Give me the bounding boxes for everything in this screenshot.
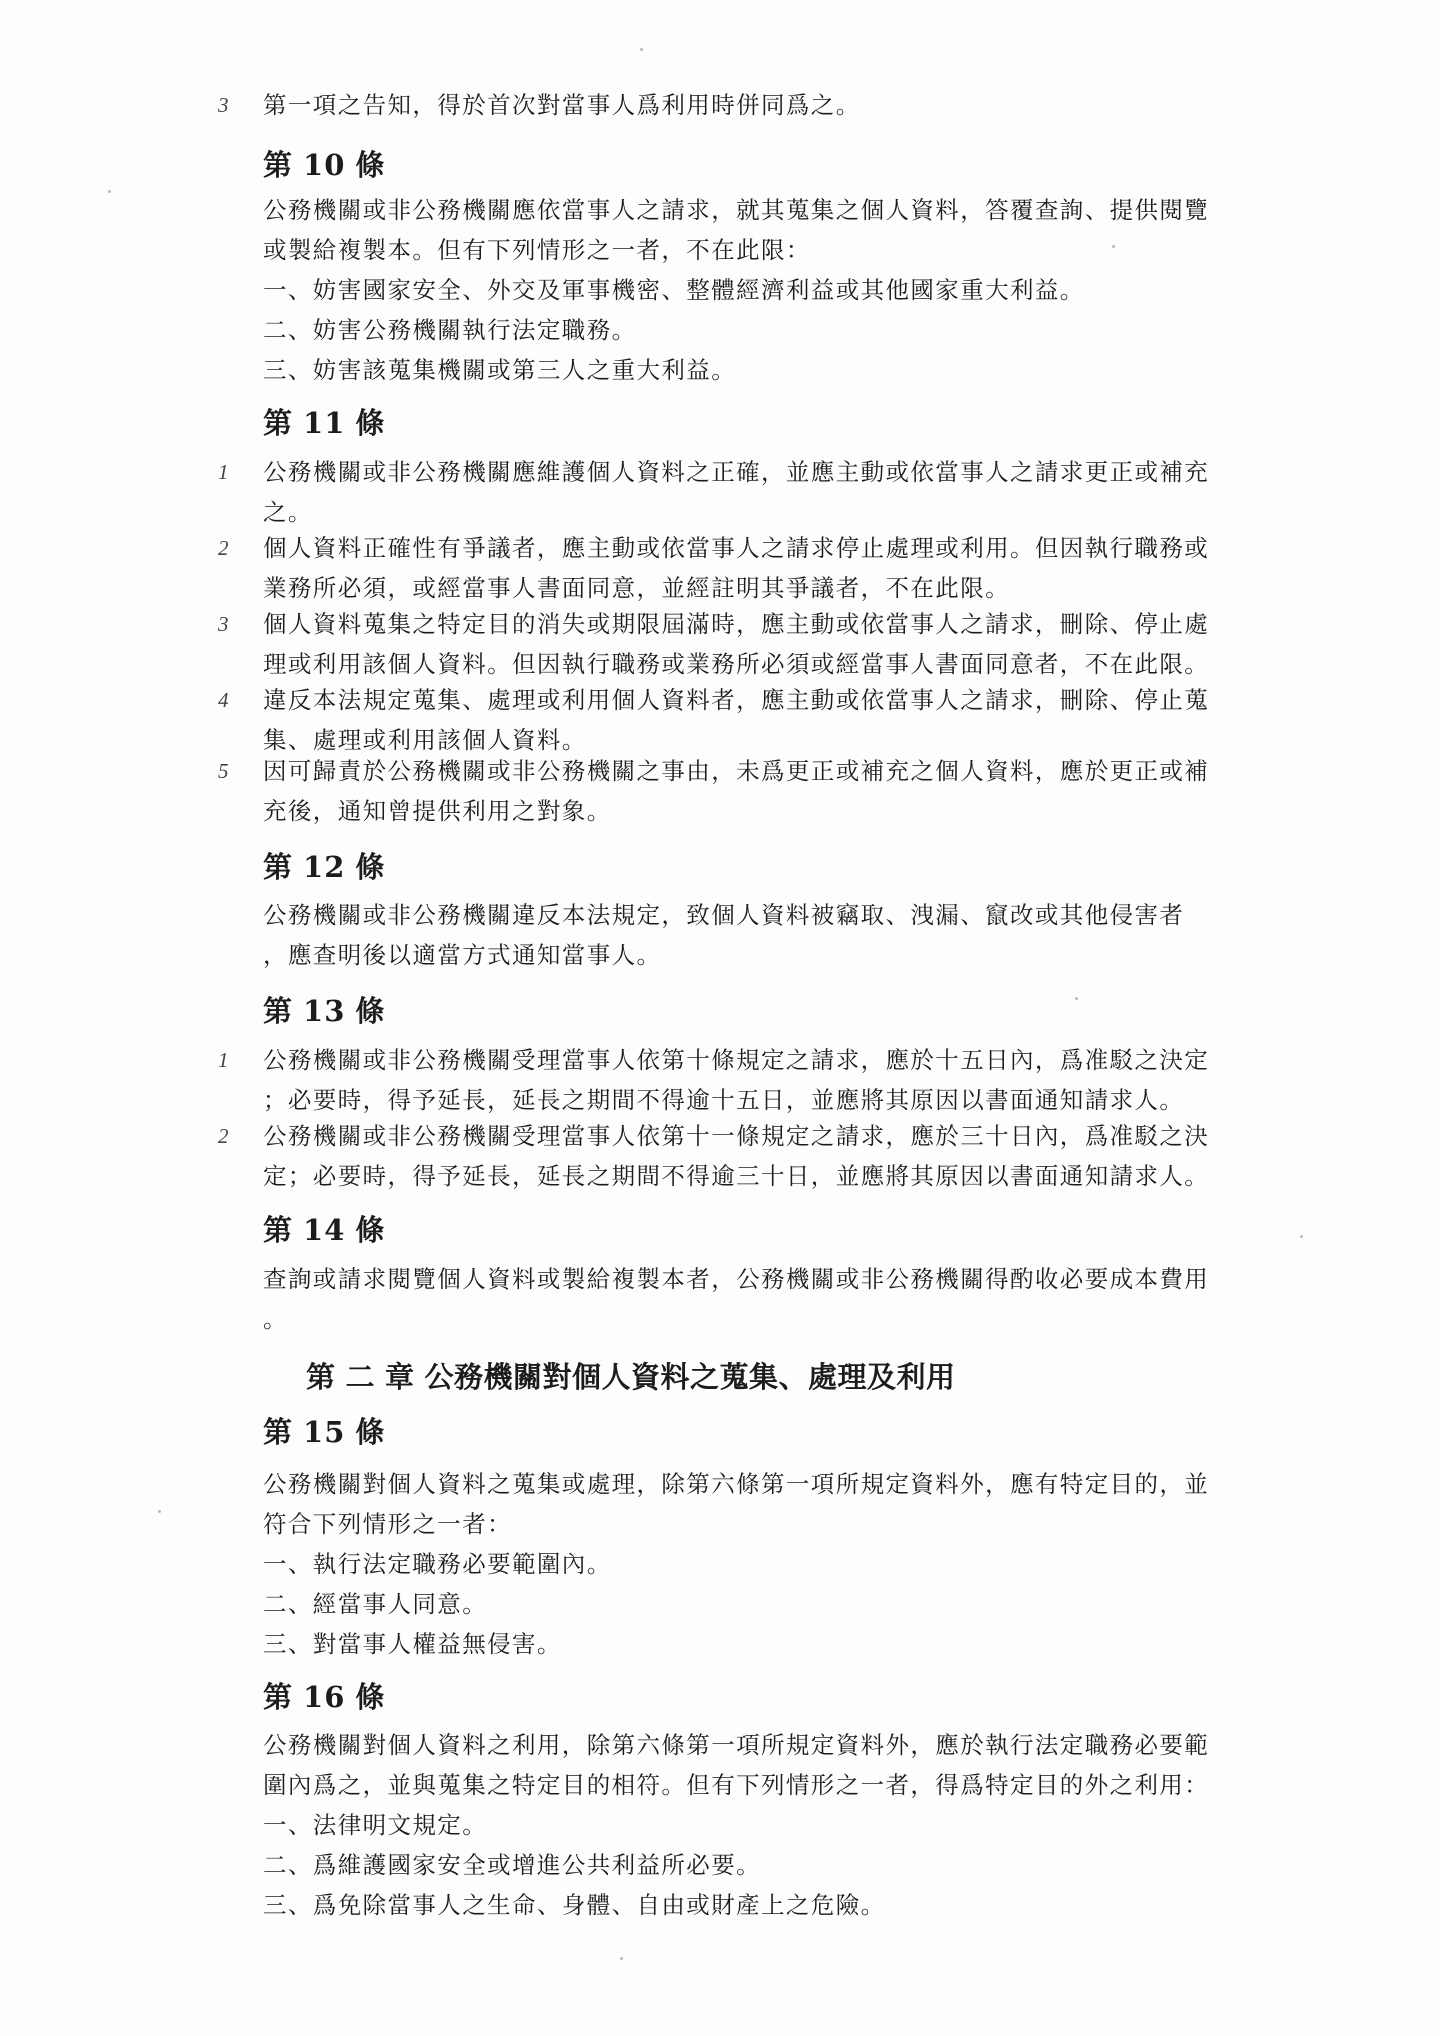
paragraph-line: 公務機關或非公務機關受理當事人依第十條規定之請求，應於十五日內，爲准駁之決定 [263, 1046, 1210, 1074]
article-prefix: 第 [263, 1415, 294, 1449]
body-line: 公務機關或非公務機關應依當事人之請求，就其蒐集之個人資料，答覆查詢、提供閱覽 [263, 196, 1210, 224]
paragraph [263, 85, 861, 125]
article-16-body [263, 1725, 1209, 1925]
paragraph [263, 680, 1209, 760]
article-12-heading [263, 847, 385, 887]
article-14-body [263, 1259, 1209, 1339]
article-prefix: 第 [263, 1680, 294, 1714]
article-prefix: 第 [263, 1213, 294, 1247]
scan-speck [1075, 997, 1078, 1000]
article-11-heading [263, 403, 385, 443]
body-line: 公務機關對個人資料之利用，除第六條第一項所規定資料外，應於執行法定職務必要範 [263, 1731, 1210, 1759]
paragraph [263, 1116, 1209, 1196]
body-line: 三、爲免除當事人之生命、身體、自由或財產上之危險。 [263, 1891, 886, 1919]
scan-speck [640, 48, 643, 51]
article-14-heading [263, 1210, 385, 1250]
body-line: 二、爲維護國家安全或增進公共利益所必要。 [263, 1851, 761, 1879]
article-prefix: 第 [263, 148, 294, 182]
scan-speck [1300, 1235, 1303, 1238]
paragraph-line: 業務所必須，或經當事人書面同意，並經註明其爭議者，不在此限。 [263, 574, 1010, 602]
article-10-heading [263, 145, 385, 185]
paragraph-line: 公務機關或非公務機關應維護個人資料之正確，並應主動或依當事人之請求更正或補充 [263, 458, 1210, 486]
body-line: 。 [263, 1305, 288, 1333]
scan-speck [620, 1957, 623, 1960]
paragraph-line: ；必要時，得予延長，延長之期間不得逾十五日，並應將其原因以書面通知請求人。 [263, 1086, 1185, 1114]
article-suffix: 條 [355, 1680, 386, 1714]
body-line: 一、妨害國家安全、外交及軍事機密、整體經濟利益或其他國家重大利益。 [263, 276, 1085, 304]
paragraph [263, 1040, 1209, 1120]
paragraph-line: 個人資料蒐集之特定目的消失或期限屆滿時，應主動或依當事人之請求，刪除、停止處 [263, 610, 1210, 638]
chapter-heading [306, 1357, 966, 1397]
paragraph-line: 之。 [263, 498, 313, 526]
article-15-heading [263, 1412, 385, 1452]
body-line: 三、對當事人權益無侵害。 [263, 1630, 562, 1658]
chapter-title: 公務機關對個人資料之蒐集、處理及利用 [424, 1360, 956, 1394]
article-number: 13 [303, 994, 346, 1028]
article-prefix: 第 [263, 850, 294, 884]
article-suffix: 條 [355, 1415, 386, 1449]
body-line: 一、執行法定職務必要範圍內。 [263, 1550, 612, 1578]
paragraph-line: 理或利用該個人資料。但因執行職務或業務所必須或經當事人書面同意者，不在此限。 [263, 650, 1210, 678]
paragraph-number: 1 [218, 1048, 229, 1072]
article-number: 15 [303, 1415, 346, 1449]
paragraph-line: 集、處理或利用該個人資料。 [263, 726, 587, 754]
article-13-heading [263, 991, 385, 1031]
paragraph-line: 違反本法規定蒐集、處理或利用個人資料者，應主動或依當事人之請求，刪除、停止蒐 [263, 686, 1210, 714]
article-suffix: 條 [355, 994, 386, 1028]
chapter-word: 第 [306, 1360, 336, 1394]
article-suffix: 條 [355, 850, 386, 884]
paragraph-line: 充後，通知曾提供利用之對象。 [263, 797, 612, 825]
article-16-heading [263, 1677, 385, 1717]
paragraph-number: 5 [218, 759, 229, 783]
paragraph-line: 個人資料正確性有爭議者，應主動或依當事人之請求停止處理或利用。但因執行職務或 [263, 534, 1210, 562]
scan-speck [1112, 245, 1115, 248]
paragraph-line: 第一項之告知，得於首次對當事人爲利用時併同爲之。 [263, 91, 861, 119]
chapter-number: 二 [345, 1360, 376, 1394]
body-line: 二、經當事人同意。 [263, 1590, 488, 1618]
paragraph [263, 452, 1209, 532]
article-12-body [263, 895, 1184, 975]
body-line: 一、法律明文規定。 [263, 1811, 488, 1839]
article-suffix: 條 [355, 406, 386, 440]
body-line: 公務機關或非公務機關違反本法規定，致個人資料被竊取、洩漏、竄改或其他侵害者 [263, 901, 1185, 929]
article-suffix: 條 [355, 148, 386, 182]
paragraph [263, 528, 1209, 608]
scan-speck [108, 190, 111, 193]
paragraph-number: 3 [218, 612, 229, 636]
paragraph-number: 3 [218, 93, 229, 117]
body-line: 公務機關對個人資料之蒐集或處理，除第六條第一項所規定資料外，應有特定目的，並 [263, 1470, 1210, 1498]
chapter-word: 章 [385, 1360, 415, 1394]
paragraph-line: 公務機關或非公務機關受理當事人依第十一條規定之請求，應於三十日內，爲准駁之決 [263, 1122, 1210, 1150]
body-line: ，應查明後以適當方式通知當事人。 [263, 941, 662, 969]
article-10-body [263, 190, 1209, 390]
paragraph-number: 1 [218, 460, 229, 484]
article-number: 16 [303, 1680, 346, 1714]
paragraph-number: 2 [218, 536, 229, 560]
paragraph-line: 定；必要時，得予延長，延長之期間不得逾三十日，並應將其原因以書面通知請求人。 [263, 1162, 1210, 1190]
body-line: 或製給複製本。但有下列情形之一者，不在此限： [263, 236, 811, 264]
article-suffix: 條 [355, 1213, 386, 1247]
article-prefix: 第 [263, 994, 294, 1028]
paragraph-number: 4 [218, 688, 229, 712]
body-line: 查詢或請求閱覽個人資料或製給複製本者，公務機關或非公務機關得酌收必要成本費用 [263, 1265, 1210, 1293]
article-number: 11 [303, 406, 346, 440]
paragraph [263, 604, 1209, 684]
body-line: 圍內爲之，並與蒐集之特定目的相符。但有下列情形之一者，得爲特定目的外之利用： [263, 1771, 1210, 1799]
paragraph-number: 2 [218, 1124, 229, 1148]
article-prefix: 第 [263, 406, 294, 440]
paragraph-line: 因可歸責於公務機關或非公務機關之事由，未爲更正或補充之個人資料，應於更正或補 [263, 757, 1210, 785]
body-line: 二、妨害公務機關執行法定職務。 [263, 316, 637, 344]
paragraph [263, 751, 1209, 831]
article-number: 12 [303, 850, 346, 884]
scan-speck [158, 1510, 161, 1513]
article-15-body [263, 1464, 1209, 1664]
article-number: 10 [303, 148, 346, 182]
body-line: 三、妨害該蒐集機關或第三人之重大利益。 [263, 356, 737, 384]
article-number: 14 [303, 1213, 346, 1247]
body-line: 符合下列情形之一者： [263, 1510, 512, 1538]
